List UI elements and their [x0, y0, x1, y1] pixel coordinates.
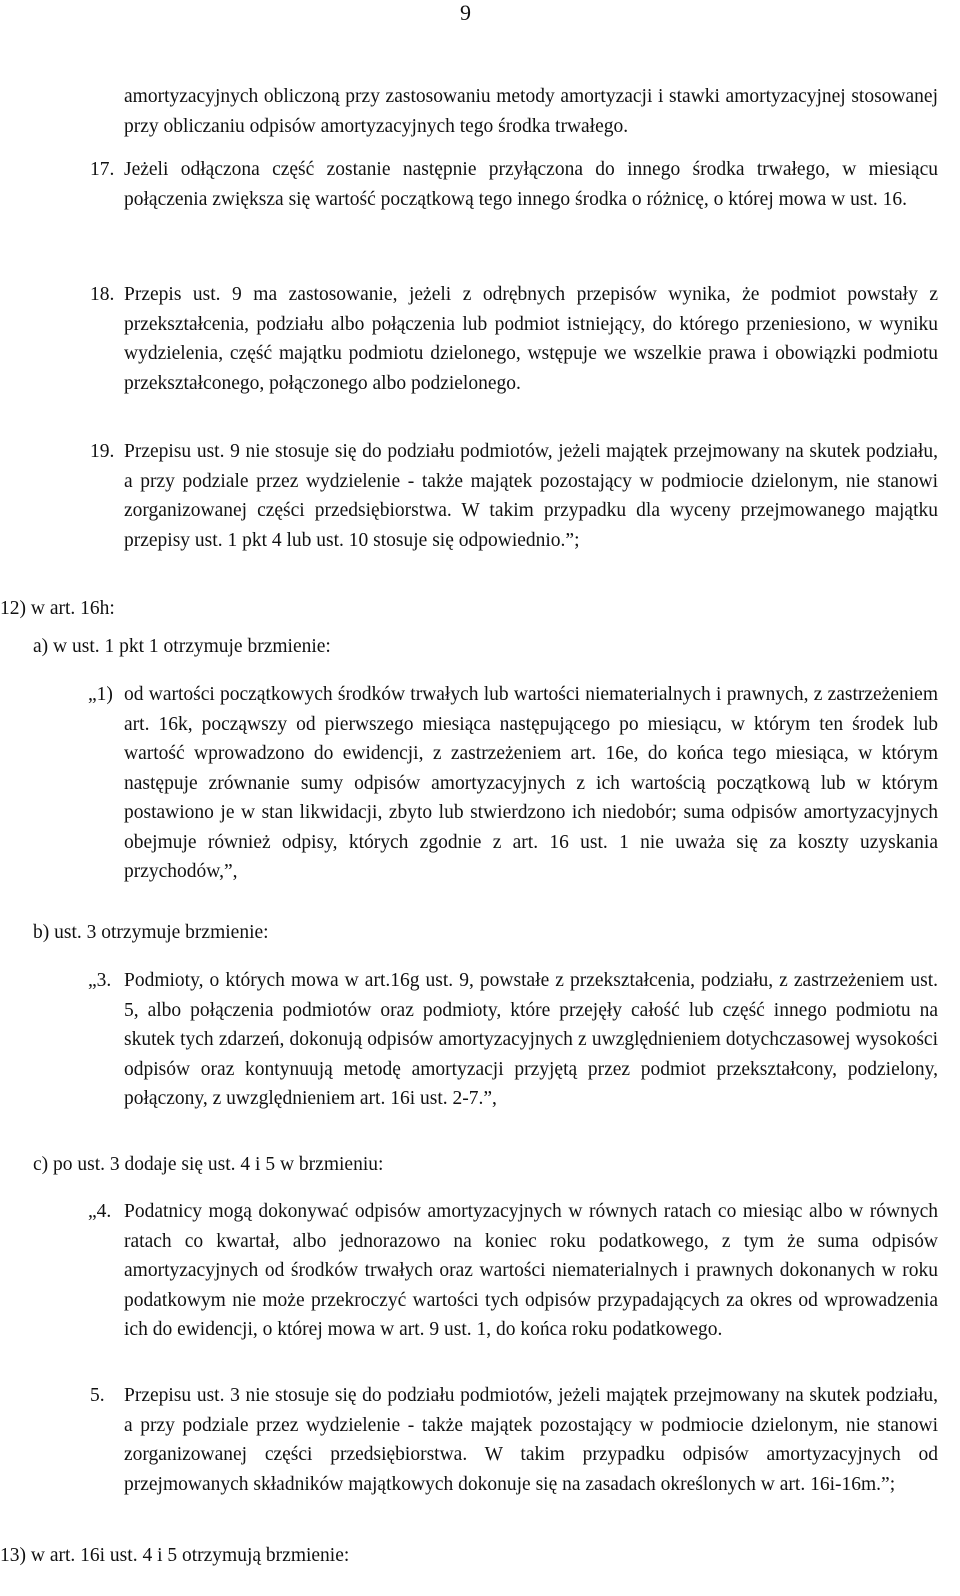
paragraph-19-number: 19. — [90, 441, 115, 462]
amendment-point-12a: a) w ust. 1 pkt 1 otrzymuje brzmienie: — [33, 636, 331, 657]
amendment-point-13: 13) w art. 16i ust. 4 i 5 otrzymują brzmienie: — [0, 1545, 350, 1566]
page-number: 9 — [460, 0, 471, 25]
amendment-point-12: 12) w art. 16h: — [0, 598, 115, 619]
quoted-point-1-number: „1) — [88, 684, 113, 705]
quoted-point-5-text: Przepisu ust. 3 nie stosuje się do podziału podmiotów, jeżeli majątek przejmowany na skutek podziału, a przy podziale przez wydzielenie - także majątek pozostający w podmiocie dzielonym, nie stanowi zorganizowanej części przedsiębiorstwa. W takim przypadku odpisów amortyzacyjnych od przejmowanych składników majątkowych dokonuje się na zasadach określonych w art. 16i-16m.”; — [124, 1385, 938, 1495]
amendment-point-12b: b) ust. 3 otrzymuje brzmienie: — [33, 922, 269, 943]
paragraph-17-text: Jeżeli odłączona część zostanie następnie przyłączona do innego środka trwałego, w miesiącu połączenia zwiększa się wartość początkową tego innego środka o różnicę, o której mowa w ust. 16. — [124, 159, 938, 210]
quoted-point-3-text: Podmioty, o których mowa w art.16g ust. 9, powstałe z przekształcenia, podziału, z zastrzeżeniem ust. 5, albo połączenia podmiotów oraz podmioty, które przejęły całość lub część innego podmiotu na skutek tych zdarzeń, dokonują odpisów amortyzacyjnych z uwzględnieniem dotychczasowej wysokości odpisów oraz kontynuują metodę amortyzacji przyjętą przez podmiot przekształcony, podzielony, połączony, z uwzględnieniem art. 16i ust. 2-7.”, — [124, 970, 938, 1109]
quoted-point-4-number: „4. — [88, 1201, 112, 1222]
paragraph-17-number: 17. — [90, 159, 115, 180]
quoted-point-3-number: „3. — [88, 970, 112, 991]
paragraph-19-text: Przepisu ust. 9 nie stosuje się do podziału podmiotów, jeżeli majątek przejmowany na skutek podziału, a przy podziale przez wydzielenie - także majątek pozostający w podmiocie dzielonym, nie stanowi zorganizowanej części przedsiębiorstwa. W takim przypadku dla wyceny przejmowanego majątku przepisy ust. 1 pkt 4 lub ust. 10 stosuje się odpowiednio.”; — [124, 441, 938, 551]
paragraph-18-text: Przepis ust. 9 ma zastosowanie, jeżeli z odrębnych przepisów wynika, że podmiot powstały z przekształcenia, podziału albo połączenia lub podmiot istniejący, do którego przeniesiono, w wyniku wydzielenia, część majątku podmiotu dzielonego, wstępuje we wszelkie prawa i obowiązki podmiotu przekształconego, połączonego albo podzielonego. — [124, 284, 938, 394]
paragraph-18-number: 18. — [90, 284, 115, 305]
amendment-point-12c: c) po ust. 3 dodaje się ust. 4 i 5 w brzmieniu: — [33, 1154, 384, 1175]
quoted-point-4-text: Podatnicy mogą dokonywać odpisów amortyzacyjnych w równych ratach co miesiąc albo w równych ratach co kwartał, albo jednorazowo na koniec roku podatkowego, z tym że suma odpisów amortyzacyjnych od środków trwałych oraz wartości niematerialnych i prawnych dokonanych w roku podatkowym nie może przekroczyć wartości tych odpisów przypadających za okres od wprowadzenia ich do ewidencji, o której mowa w art. 9 ust. 1, do końca roku podatkowego. — [124, 1201, 938, 1340]
paragraph-continuation: amortyzacyjnych obliczoną przy zastosowaniu metody amortyzacji i stawki amortyzacyjnej stosowanej przy obliczaniu odpisów amortyzacyjnych tego środka trwałego. — [124, 86, 938, 137]
quoted-point-1-text: od wartości początkowych środków trwałych lub wartości niematerialnych i prawnych, z zastrzeżeniem art. 16k, począwszy od pierwszego miesiąca następującego po miesiącu, w którym ten środek lub wartość wprowadzono do ewidencji, z zastrzeżeniem art. 16e, do końca tego miesiąca, w którym następuje zrównanie sumy odpisów amortyzacyjnych z ich wartością początkową lub w którym postawiono je w stan likwidacji, zbyto lub stwierdzono ich niedobór; suma odpisów amortyzacyjnych obejmuje również odpisy, których zgodnie z art. 16 ust. 1 nie uważa się za koszty uzyskania przychodów,”, — [124, 684, 938, 882]
quoted-point-5-number: 5. — [90, 1385, 105, 1406]
